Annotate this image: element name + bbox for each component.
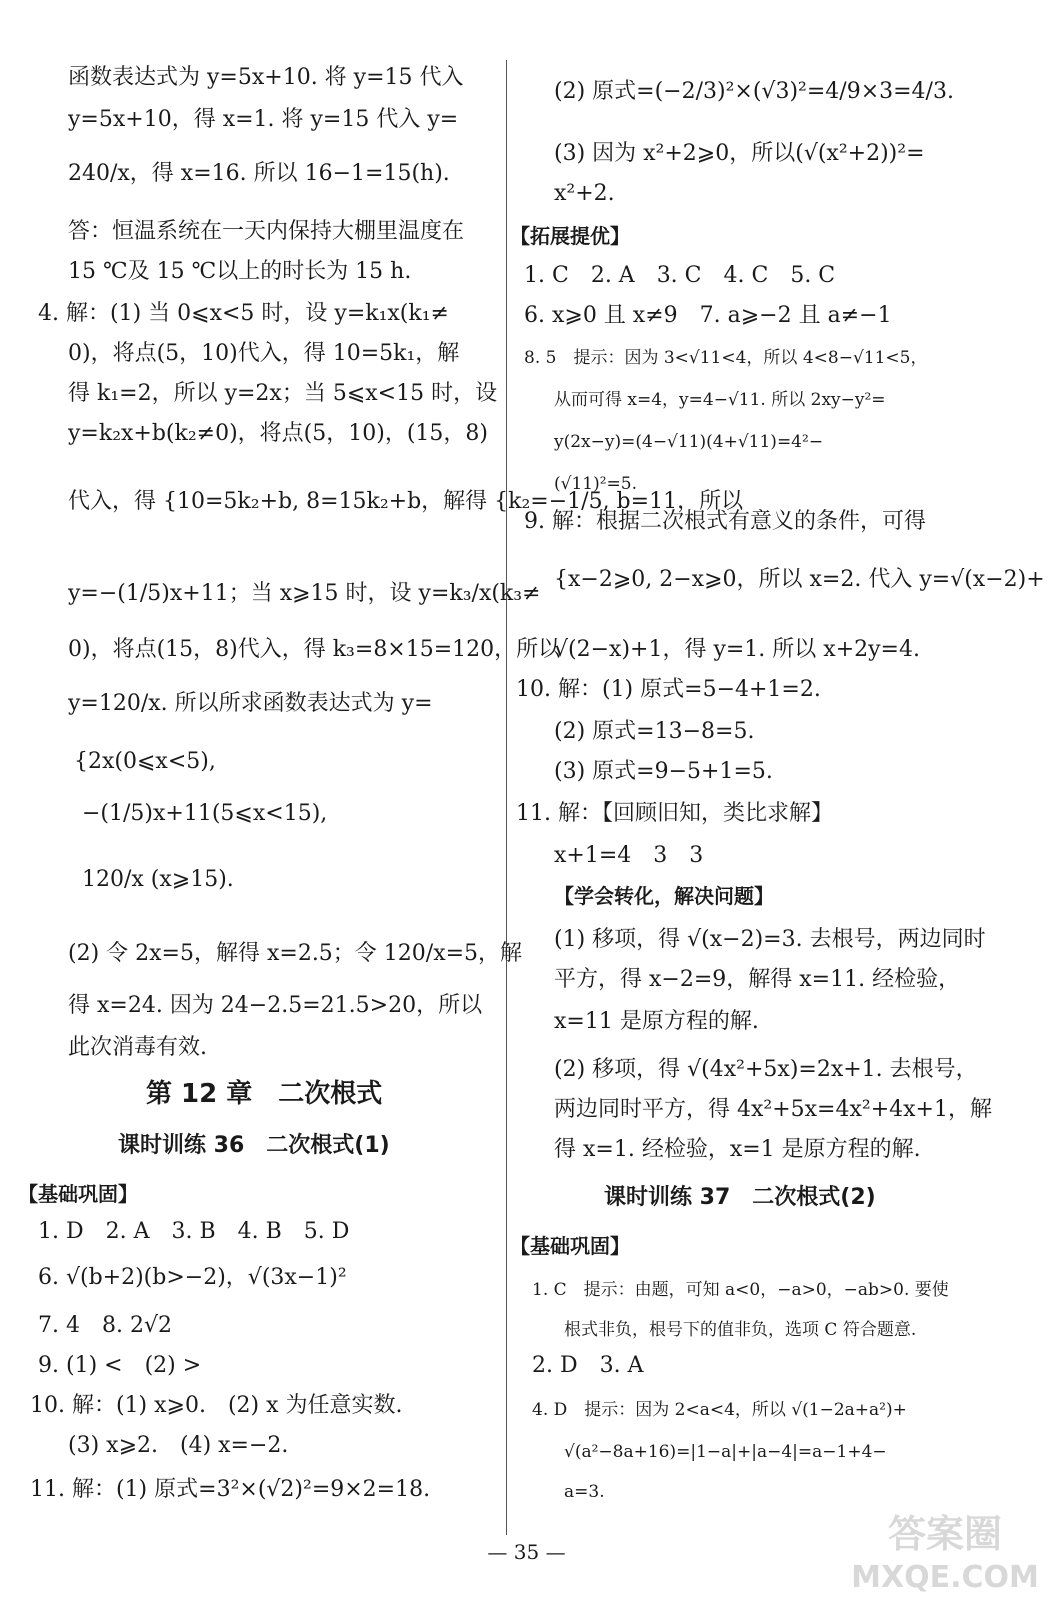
- text-line: x²+2.: [554, 181, 615, 206]
- question-11: 11. 解：【回顾旧知，类比求解】: [516, 801, 833, 826]
- piecewise-case: {2x(0⩽x<5),: [74, 749, 216, 774]
- text-line: 0)，将点(5，10)代入，得 10=5k₁，解: [68, 341, 460, 366]
- text-line: y=5x+10，得 x=1. 将 y=15 代入 y=: [68, 107, 459, 132]
- column-divider: [506, 60, 507, 1535]
- answer-line: 1. D 2. A 3. B 4. B 5. D: [38, 1219, 350, 1244]
- watermark-logo: [850, 1505, 1040, 1595]
- lesson-title: 课时训练 36 二次根式(1): [118, 1133, 390, 1158]
- text-line: (3) x⩾2. (4) x=−2.: [68, 1433, 289, 1458]
- chapter-title: 第 12 章 二次根式: [146, 1079, 383, 1109]
- text-line: (2) 原式=13−8=5.: [554, 719, 755, 744]
- answer-line: 2. D 3. A: [532, 1353, 644, 1378]
- text-line: (2) 移项，得 √(4x²+5x)=2x+1. 去根号，: [554, 1057, 978, 1082]
- hint-line: 1. C 提示：由题，可知 a<0，−a>0，−ab>0. 要使: [532, 1280, 949, 1300]
- hint-line: 根式非负，根号下的值非负，选项 C 符合题意.: [564, 1320, 917, 1340]
- piecewise-case: 120/x (x⩾15).: [82, 867, 234, 892]
- text-line: 得 k₁=2，所以 y=2x；当 5⩽x<15 时，设: [68, 381, 498, 406]
- section-heading: 【基础巩固】: [18, 1182, 138, 1206]
- hint-line: (√11)²=5.: [554, 474, 638, 494]
- hint-line: 8. 5 提示：因为 3<√11<4，所以 4<8−√11<5，: [524, 348, 928, 368]
- text-line: 15 ℃及 15 ℃以上的时长为 15 h.: [68, 259, 412, 284]
- text-line: (3) 因为 x²+2⩾0，所以(√(x²+2))²=: [554, 141, 925, 166]
- hint-line: a=3.: [564, 1482, 605, 1502]
- hint-line: √(a²−8a+16)=|1−a|+|a−4|=a−1+4−: [564, 1442, 887, 1462]
- answer-line: 9. (1) < (2) >: [38, 1353, 202, 1378]
- equation-system: 代入，得 {10=5k₂+b, 8=15k₂+b，解得 {k₂=−1/5, b=11，所以: [68, 489, 744, 514]
- svg-text:答案圈: 答案圈: [887, 1512, 1003, 1556]
- text-line: x=11 是原方程的解.: [554, 1009, 759, 1034]
- piecewise-case: −(1/5)x+11(5⩽x<15),: [82, 801, 328, 826]
- hint-line: y(2x−y)=(4−√11)(4+√11)=4²−: [554, 432, 824, 452]
- question-10: 10. 解：(1) 原式=5−4+1=2.: [516, 677, 821, 702]
- text-line: 答：恒温系统在一天内保持大棚里温度在: [68, 219, 465, 244]
- lesson-title: 课时训练 37 二次根式(2): [604, 1185, 876, 1210]
- section-heading: 【基础巩固】: [510, 1234, 630, 1258]
- section-heading: 【学会转化，解决问题】: [554, 884, 774, 908]
- text-line: 两边同时平方，得 4x²+5x=4x²+4x+1，解: [554, 1097, 992, 1122]
- text-line: 函数表达式为 y=5x+10. 将 y=15 代入: [68, 65, 464, 90]
- text-line: y=k₂x+b(k₂≠0)，将点(5，10)，(15，8): [68, 421, 488, 446]
- question-9: 9. 解：根据二次根式有意义的条件，可得: [524, 509, 926, 534]
- equation-system: {x−2⩾0, 2−x⩾0，所以 x=2. 代入 y=√(x−2)+: [554, 567, 1045, 592]
- hint-line: 4. D 提示：因为 2<a<4，所以 √(1−2a+a²)+: [532, 1400, 907, 1420]
- text-line: 得 x=24. 因为 24−2.5=21.5>20，所以: [68, 993, 483, 1018]
- text-line: (3) 原式=9−5+1=5.: [554, 759, 773, 784]
- text-line: (2) 原式=(−2/3)²×(√3)²=4/9×3=4/3.: [554, 79, 954, 104]
- text-line: 得 x=1. 经检验，x=1 是原方程的解.: [554, 1137, 921, 1162]
- text-line: (2) 令 2x=5，解得 x=2.5；令 120/x=5，解: [68, 941, 523, 966]
- answer-line: 7. 4 8. 2√2: [38, 1313, 172, 1338]
- text-line: 平方，得 x−2=9，解得 x=11. 经检验，: [554, 967, 961, 992]
- svg-text:MXQE.COM: MXQE.COM: [851, 1560, 1039, 1595]
- question-11: 11. 解：(1) 原式=3²×(√2)²=9×2=18.: [30, 1477, 431, 1502]
- text-line: 240/x，得 x=16. 所以 16−1=15(h).: [68, 161, 450, 186]
- text-line: √(2−x)+1，得 y=1. 所以 x+2y=4.: [554, 637, 920, 662]
- question-10: 10. 解：(1) x⩾0. (2) x 为任意实数.: [30, 1393, 403, 1418]
- text-line: 0)，将点(15，8)代入，得 k₃=8×15=120，所以: [68, 637, 561, 662]
- answer-line: 6. √(b+2)(b>−2)，√(3x−1)²: [38, 1265, 347, 1290]
- text-line: x+1=4 3 3: [554, 843, 704, 868]
- hint-line: 从而可得 x=4，y=4−√11. 所以 2xy−y²=: [554, 390, 886, 410]
- text-line: y=−(1/5)x+11；当 x⩾15 时，设 y=k₃/x(k₃≠: [68, 581, 541, 606]
- page-number: — 35 —: [487, 1540, 566, 1564]
- text-line: y=120/x. 所以所求函数表达式为 y=: [68, 691, 433, 716]
- text-line: 此次消毒有效.: [68, 1035, 207, 1060]
- section-heading: 【拓展提优】: [510, 224, 630, 248]
- answer-line: 6. x⩾0 且 x≠9 7. a⩾−2 且 a≠−1: [524, 303, 892, 328]
- answer-line: 1. C 2. A 3. C 4. C 5. C: [524, 263, 836, 288]
- text-line: (1) 移项，得 √(x−2)=3. 去根号，两边同时: [554, 927, 986, 952]
- question-4: 4. 解：(1) 当 0⩽x<5 时，设 y=k₁x(k₁≠: [38, 301, 449, 326]
